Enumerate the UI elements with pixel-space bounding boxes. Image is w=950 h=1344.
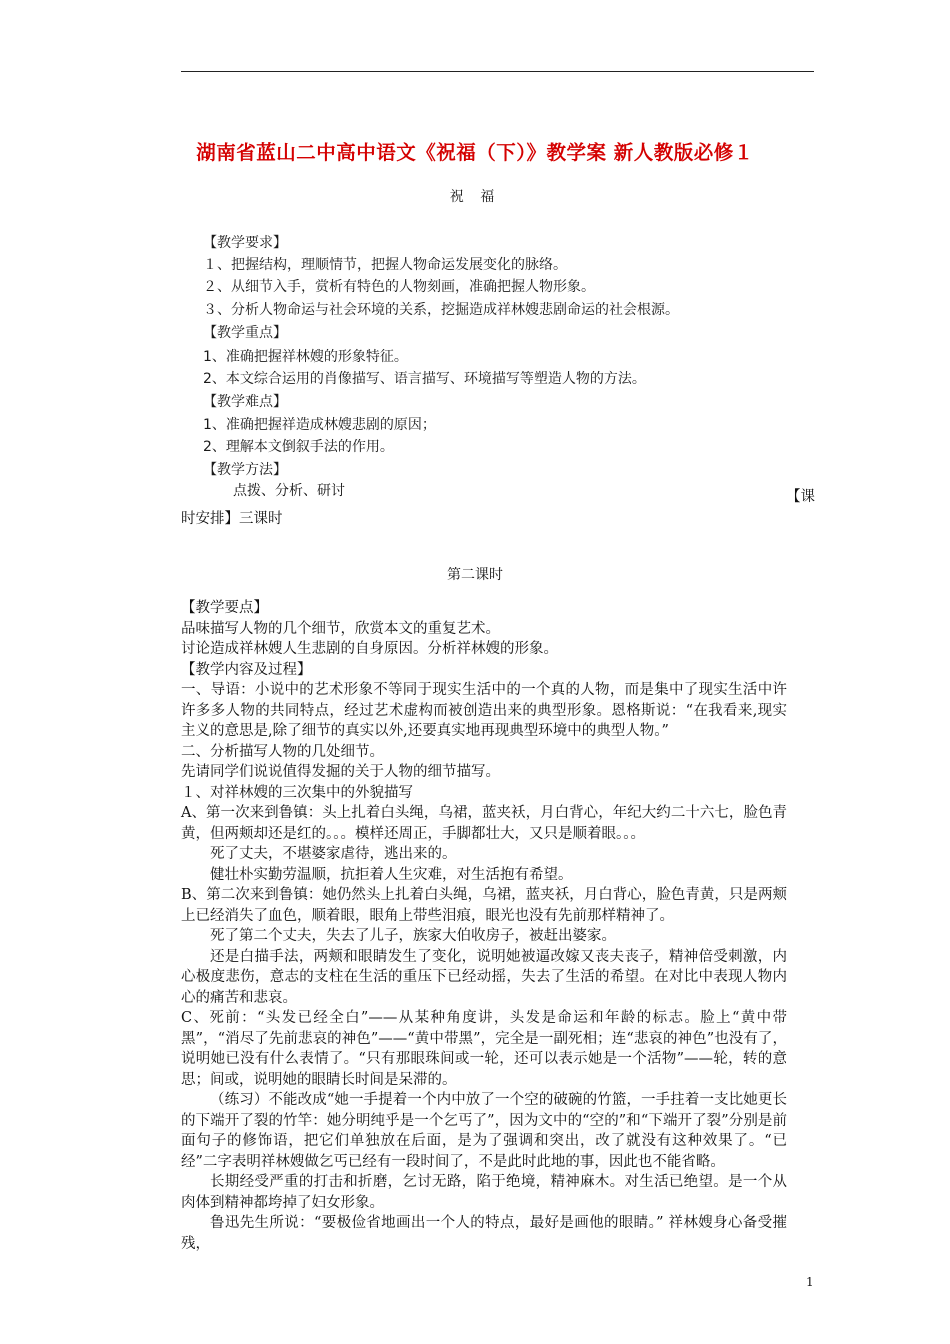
requirement-item: ３、分析人物命运与社会环境的关系，挖掘造成祥林嫂悲剧命运的社会根源。 xyxy=(203,302,679,318)
requirements-heading: 【教学要求】 xyxy=(203,235,287,251)
lesson-heading: 第二课时 xyxy=(447,567,503,583)
body-paragraph: 还是白描手法，两颊和眼睛发生了变化，说明她被逼改嫁又丧夫丧子，精神倍受刺激，内心极度悲伤，意志的支柱在生活的重压下已经动摇，失去了生活的希望。在对比中表现人物内心的痛苦和悲哀。 xyxy=(181,948,787,1006)
body-paragraph: B、第二次来到鲁镇：她仍然头上扎着白头绳，乌裙，蓝夹袄，月白背心，脸色青黄，只是两颊上已经消失了血色，顺着眼，眼角上带些泪痕，眼光也没有先前那样精神了。 xyxy=(181,887,787,924)
lesson-body xyxy=(181,598,787,1254)
difficulty-item: 1、准确把握祥造成林嫂悲剧的原因； xyxy=(203,417,436,433)
body-paragraph: C、死前：“头发已经全白”——从某种角度讲，头发是命运和年龄的标志。脸上“黄中带黑”，“消尽了先前悲哀的神色”——“黄中带黑”，完全是一副死相；连“悲哀的神色”也没有了，说明她已没有什么表情了。“只有那眼珠间或一轮，还可以表示她是一个活物”——轮，转的意思；间或，说明她的眼睛长时间是呆滞的。 xyxy=(181,1010,787,1088)
body-paragraph: 【教学要点】 xyxy=(181,600,268,616)
body-paragraph: 健壮朴实勤劳温顺，抗拒着人生灾难，对生活抱有希望。 xyxy=(210,866,573,883)
body-paragraph: 死了丈夫，不堪婆家虐待，逃出来的。 xyxy=(210,846,457,862)
body-paragraph: A、第一次来到鲁镇：头上扎着白头绳，乌裙，蓝夹袄，月白背心，年纪大约二十六七，脸色青黄，但两颊却还是红的。。。模样还周正，手脚都壮大，又只是顺着眼。。。 xyxy=(181,805,787,842)
difficulties-heading: 【教学难点】 xyxy=(203,394,287,410)
body-paragraph: 长期经受严重的打击和折磨，乞讨无路，陷于绝境，精神麻木。对生活已绝望。是一个从肉体到精神都垮掉了妇女形象。 xyxy=(181,1174,787,1211)
body-paragraph: 死了第二个丈夫，失去了儿子，族家大伯收房子，被赶出婆家。 xyxy=(210,928,616,944)
body-paragraph: 鲁迅先生所说：“要极俭省地画出一个人的特点，最好是画他的眼睛。” 祥林嫂身心备受摧残， xyxy=(181,1215,787,1252)
methods-heading: 【教学方法】 xyxy=(203,462,287,478)
document-title: 湖南省蓝山二中高中语文《祝福（下）》教学案 新人教版必修１ xyxy=(196,141,754,164)
body-paragraph: 品味描写人物的几个细节，欣赏本文的重复艺术。 xyxy=(181,620,500,637)
body-paragraph: 二、分析描写人物的几处细节。 xyxy=(181,743,384,760)
body-paragraph: １、对祥林嫂的三次集中的外貌描写 xyxy=(181,784,413,801)
requirement-item: １、把握结构，理顺情节，把握人物命运发展变化的脉络。 xyxy=(203,257,567,273)
methods-text: 点拨、分析、研讨 xyxy=(233,483,345,499)
schedule-label-start: 【课 xyxy=(786,489,815,505)
body-paragraph: 【教学内容及过程】 xyxy=(181,661,312,678)
header-rule xyxy=(181,71,814,72)
key-points-heading: 【教学重点】 xyxy=(203,325,287,341)
key-point-item: 2、本文综合运用的肖像描写、语言描写、环境描写等塑造人物的方法。 xyxy=(203,371,646,387)
page-number: 1 xyxy=(806,1275,814,1289)
requirement-item: ２、从细节入手，赏析有特色的人物刻画，准确把握人物形象。 xyxy=(203,279,595,295)
key-point-item: 1、准确把握祥林嫂的形象特征。 xyxy=(203,349,408,365)
document-subtitle: 祝 福 xyxy=(449,189,501,205)
body-paragraph: 一、导语：小说中的艺术形象不等同于现实生活中的一个真的人物，而是集中了现实生活中许许多多人物的共同特点，经过艺术虚构而被创造出来的典型形象。恩格斯说：“在我看来,现实主义的意思是,除了细节的真实以外,还要真实地再现典型环境中的典型人物。” xyxy=(181,682,787,739)
body-paragraph: （练习）不能改成“她一手提着一个内中放了一个空的破碗的竹篮，一手拄着一支比她更长的下端开了裂的竹竿：她分明纯乎是一个乞丐了”，因为文中的“空的”和“下端开了裂”分别是前面句子的修饰语，把它们单独放在后面，是为了强调和突出，改了就没有这种效果了。“已经”二字表明祥林嫂做乞丐已经有一段时间了，不是此时此地的事，因此也不能省略。 xyxy=(181,1092,787,1170)
difficulty-item: 2、理解本文倒叙手法的作用。 xyxy=(203,439,394,455)
schedule-label-end: 时安排】三课时 xyxy=(181,511,283,527)
body-paragraph: 先请同学们说说值得发掘的关于人物的细节描写。 xyxy=(181,764,500,780)
body-paragraph: 讨论造成祥林嫂人生悲剧的自身原因。分析祥林嫂的形象。 xyxy=(181,641,558,657)
